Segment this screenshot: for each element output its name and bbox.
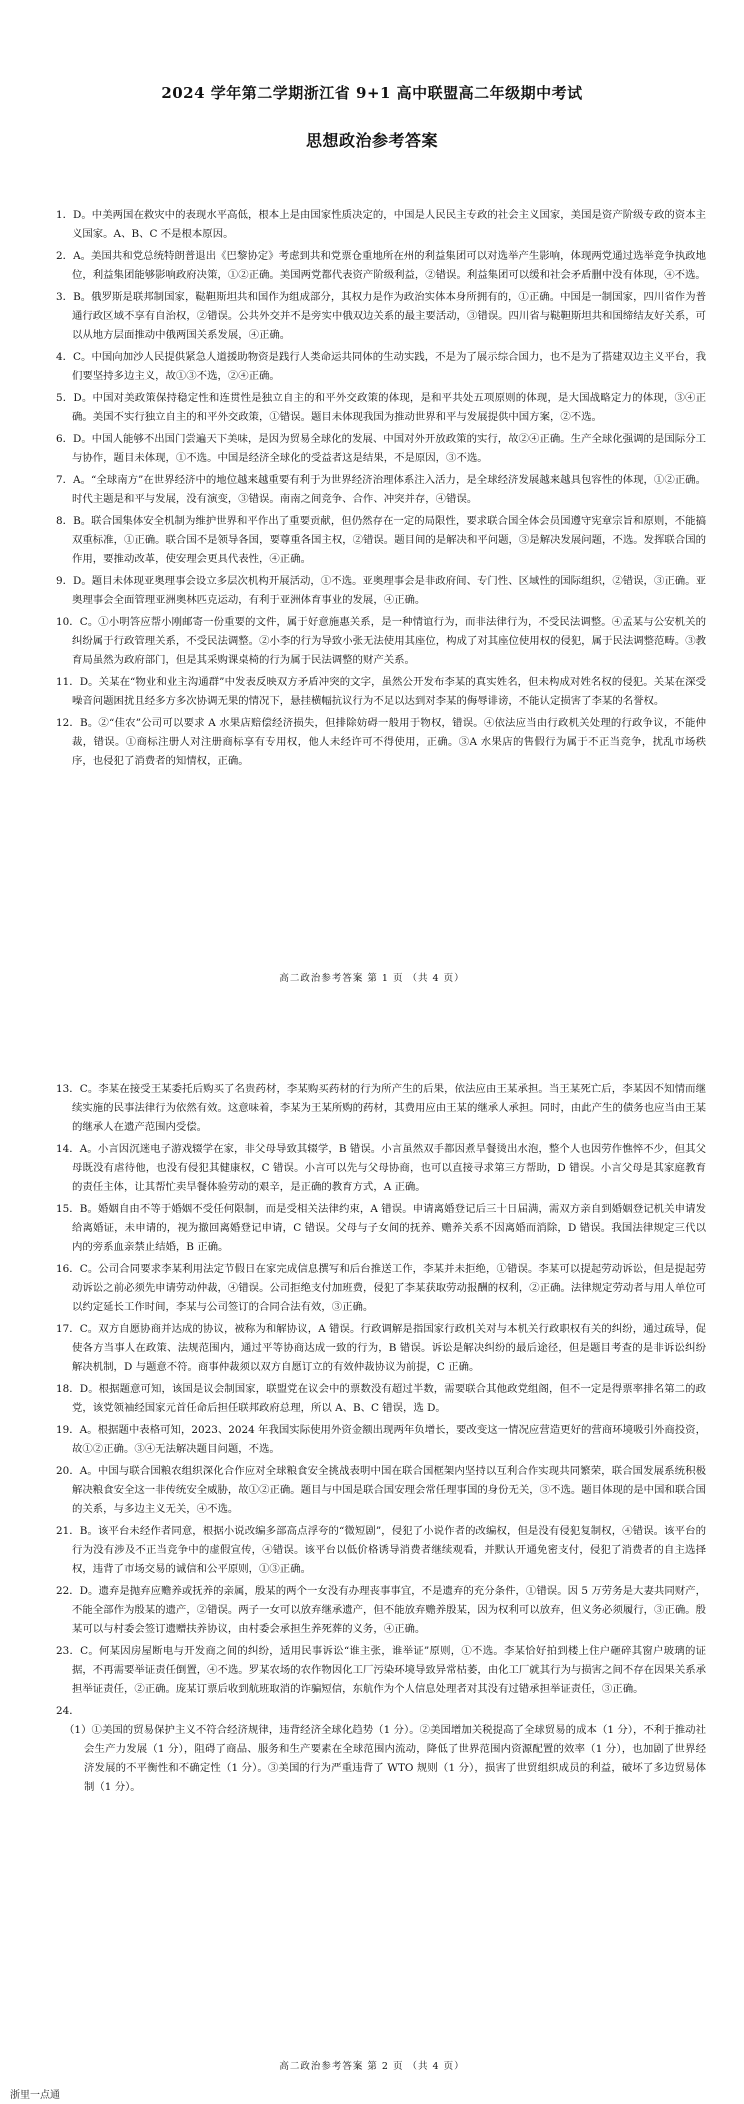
answer-item: 17．C。双方自愿协商并达成的协议，被称为和解协议，A 错误。行政调解是指国家行政机关对与本机关行政职权有关的纠纷，通过疏导，促使各方当事人在政策、法规范围内，通过平等协商达成一致的行为，B 错误。诉讼是解决纠纷的最后途径，但是题目考查的是非诉讼纠纷解决机制，D 与题意不符。商事仲裁须以双方自愿订立的有效仲裁协议为前提，C 正确。 (56, 1323, 706, 1373)
page-footer: 高二政治参考答案 第 1 页 （共 4 页） (279, 973, 465, 984)
answer-list-page-2 (56, 1080, 706, 1797)
answer-item: 4．C。中国向加沙人民提供紧急人道援助物资是践行人类命运共同体的生动实践，不是为了展示综合国力，也不是为了搭建双边主义平台，我们要坚持多边主义，故①③不选，②④正确。 (56, 351, 706, 382)
answer-item: 14．A。小言因沉迷电子游戏辍学在家，非父母导致其辍学，B 错误。小言虽然双手都因煮旱餐烫出水泡，整个人也因劳作憔悴不少，但其父母既没有虐待他，也没有侵犯其健康权，C 错误。小言可以先与父母协商，也可以直接寻求第三方帮助，D 错误。小言父母是其家庭教育的责任主体，让其帮忙卖旱餐体验劳动的艰辛，是正确的教育方式，A 正确。 (56, 1143, 706, 1193)
answer-item: 10．C。①小明答应帮小刚邮寄一份重要的文件，属于好意施惠关系，是一种情谊行为，而非法律行为，不受民法调整。④孟某与公安机关的纠纷属于行政管理关系，不受民法调整。②小李的行为导致小张无法使用其座位，构成了对其座位使用权的侵犯，属于民法调整范畴。③教育局虽然为政府部门，但是其采购课桌椅的行为属于民法调整的财产关系。 (56, 616, 706, 666)
source-watermark: 浙里一点通 (10, 2090, 60, 2101)
answer-item: 3．B。俄罗斯是联邦制国家，鞑靼斯坦共和国作为组成部分，其权力是作为政治实体本身所拥有的，①正确。中国是一制国家，四川省作为普通行政区域不享有自治权，②错误。公共外交并不是旁实中俄双边关系的最主要活动，③错误。四川省与鞑靼斯坦共和国缔结友好关系，可以从地方层面推动中俄两国关系发展，④正确。 (56, 291, 706, 341)
answer-list-page-1 (56, 206, 706, 774)
page-footer: 高二政治参考答案 第 2 页 （共 4 页） (279, 2061, 465, 2072)
page-1 (0, 0, 744, 1010)
answer-item: 20．A。中国与联合国粮农组织深化合作应对全球粮食安全挑战表明中国在联合国框架内坚持以互利合作实现共同繁荣，联合国发展系统积极解决粮食安全这一非传统安全威胁，故①②正确。题目与中国是联合国安理会常任理事国的身份无关，③不选。题目体现的是中国和联合国的关系，与多边主义无关，④不选。 (56, 1465, 706, 1515)
answer-item: 11．D。关某在“物业和业主沟通群”中发表反映双方矛盾冲突的文字，虽然公开发布李某的真实姓名，但未构成对姓名权的侵犯。关某在深受噪音问题困扰且经多方多次协调无果的情况下，悬挂横幅抗议行为不足以达到对李某的侮辱诽谤，不能认定损害了李某的名誉权。 (56, 676, 706, 707)
answer-item: 7．A。“全球南方”在世界经济中的地位越来越重要有利于为世界经济治理体系注入活力，是全球经济发展越来越具包容性的体现，①②正确。时代主题是和平与发展，没有演变，③错误。南南之间竞争、合作、冲突并存，④错误。 (56, 474, 706, 505)
answer-item: 21．B。该平台未经作者同意，根据小说改编多部高点浮夸的“微短剧”，侵犯了小说作者的改编权，但是没有侵犯复制权，④错误。该平台的行为没有涉及不正当竞争中的虚假宣传，④错误。该平台以低价格诱导消费者继续观看，并默认开通免密支付，侵犯了消费者的自主选择权，违背了市场交易的诚信和公平原则，①③正确。 (56, 1525, 706, 1575)
answer-key-subtitle: 思想政治参考答案 (305, 131, 438, 150)
answer-24-number: 24． (56, 1705, 80, 1717)
answer-item: 23．C。何某因房屋断电与开发商之间的纠纷，适用民事诉讼“谁主张，谁举证”原则，①不选。李某恰好拍到楼上住户砸碎其窗户玻璃的证据，不再需要举证责任倒置，④不选。罗某农场的农作物因化工厂污染环境导致异常枯萎，由化工厂就其行为与损害之间不存在因果关系承担举证责任，②正确。庞某订票后收到航班取消的诈骗短信，东航作为个人信息处理者对其没有过错承担举证责任，③正确。 (56, 1645, 706, 1695)
answer-item: 5．D。中国对美政策保持稳定性和连贯性是独立自主的和平外交政策的体现，是和平共处五项原则的体现，是大国战略定力的体现，③④正确。美国不实行独立自主的和平外交政策，①错误。题目未体现我国为推动世界和平与发展提供中国方案，②不选。 (56, 392, 706, 423)
answer-item: 18．D。根据题意可知，该国是议会制国家，联盟党在议会中的票数没有超过半数，需要联合其他政党组阁，但不一定是得票率排名第二的政党，该党领袖经国家元首任命后担任联邦政府总理，所以 A、B、C 错误，选 D。 (56, 1383, 706, 1414)
answer-item: 13．C。李某在接受王某委托后购买了名贵药材，李某购买药材的行为所产生的后果，依法应由王某承担。当王某死亡后，李某因不知情而继续实施的民事法律行为依然有效。这意味着，李某为王某所购的药材，其费用应由王某的继承人承担。同时，由此产生的债务也应当由王某的继承人在遗产范围内受偿。 (56, 1083, 706, 1133)
answer-24-part-1: （1）①美国的贸易保护主义不符合经济规律，违背经济全球化趋势（1 分）。②美国增加关税提高了全球贸易的成本（1 分），不利于推动社会生产力发展（1 分），阻碍了商品、服务和生产要素在全球范围内流动，降低了世界范围内资源配置的效率（1 分），也加剧了世界经济发展的不平衡性和不确定性（1 分）。③美国的行为严重违背了 WTO 规则（1 分），损害了世贸组织成员的利益，破坏了多边贸易体制（1 分）。 (64, 1724, 706, 1793)
answer-item: 8．B。联合国集体安全机制为维护世界和平作出了重要贡献，但仍然存在一定的局限性，要求联合国全体会员国遵守宪章宗旨和原则，不能搞双重标准，①正确。联合国不是领导各国，要尊重各国主权，②错误。题目间的是解决和平问题，③是解决发展问题，不选。发挥联合国的作用，要推动改革，使安理会更具代表性，④正确。 (56, 515, 706, 565)
answer-item: 2．A。美国共和党总统特朗普退出《巴黎协定》考虑到共和党票仓重地所在州的利益集团可以对选举产生影响，体现两党通过选举竞争执政地位，利益集团能够影响政府决策，①②正确。美国两党都代表资产阶级利益，②错误。利益集团可以缓和社会矛盾删中没有体现，④不选。 (56, 250, 706, 281)
answer-item: 19．A。根据题中表格可知，2023、2024 年我国实际使用外资金额出现两年负增长，要改变这一情况应营造更好的营商环境吸引外商投资，故①②正确。③④无法解决题目问题，不选。 (56, 1424, 706, 1455)
answer-item: 12．B。②“佳农”公司可以要求 A 水果店赔偿经济损失，但排除妨碍一般用于物权，错误。④依法应当由行政机关处理的行政争议，不能仲裁，错误。①商标注册人对注册商标享有专用权，他人未经许可不得使用，正确。③A 水果店的售假行为属于不正当竞争，扰乱市场秩序，也侵犯了消费者的知情权，正确。 (56, 717, 706, 767)
answer-item: 9．D。题目未体现亚奥理事会设立多层次机构开展活动，①不选。亚奥理事会是非政府间、专门性、区域性的国际组织，②错误，③正确。亚奥理事会全面管理亚洲奥林匹克运动，有利于亚洲体育事业的发展，④正确。 (56, 575, 706, 606)
answer-item: 22．D。遗弃是抛弃应赡养或抚养的亲属，殷某的两个一女没有办理丧事事宜，不是遗弃的充分条件，①错误。因 5 万劳务是大妻共同财产，不能全部作为殷某的遗产，②错误。两子一女可以放弃继承遗产，但不能放弃赡养殷某，因为权利可以放弃，但义务必须履行，③正确。殷某可以与村委会签订遗赠扶养协议，由村委会承担生养死葬的义务，④正确。 (56, 1585, 706, 1635)
answer-item: 15．B。婚姻自由不等于婚姻不受任何限制，而是受相关法律约束，A 错误。申请离婚登记后三十日届满，需双方亲自到婚姻登记机关申请发给离婚证，未申请的，视为撤回离婚登记申请，C 错误。父母与子女间的抚养、赡养关系不因离婚而消除，D 错误。我国法律规定三代以内的旁系血亲禁止结婚，B 正确。 (56, 1203, 706, 1253)
answer-item: 1．D。中美两国在救灾中的表现水平高低，根本上是由国家性质决定的，中国是人民民主专政的社会主义国家，美国是资产阶级专政的资本主义国家。A、B、C 不是根本原因。 (56, 209, 706, 240)
exam-title: 2024 学年第二学期浙江省 9+1 高中联盟高二年级期中考试 (161, 84, 583, 102)
answer-item: 16．C。公司合同要求李某利用法定节假日在家完成信息撰写和后台推送工作，李某并未拒绝，①错误。李某可以提起劳动诉讼，但是提起劳动诉讼之前必须先申请劳动仲裁，④错误。公司拒绝支付加班费，侵犯了李某获取劳动报酬的权利，②正确。法律规定劳动者与用人单位可以约定延长工作时间，李某与公司签订的合同合法有效，③正确。 (56, 1263, 706, 1313)
answer-item: 6．D。中国人能够不出国门尝遍天下美味，是因为贸易全球化的发展、中国对外开放政策的实行，故②④正确。生产全球化强调的是国际分工与协作，题目未体现，①不选。中国是经济全球化的受益者这是结果，不是原因，③不选。 (56, 433, 706, 464)
